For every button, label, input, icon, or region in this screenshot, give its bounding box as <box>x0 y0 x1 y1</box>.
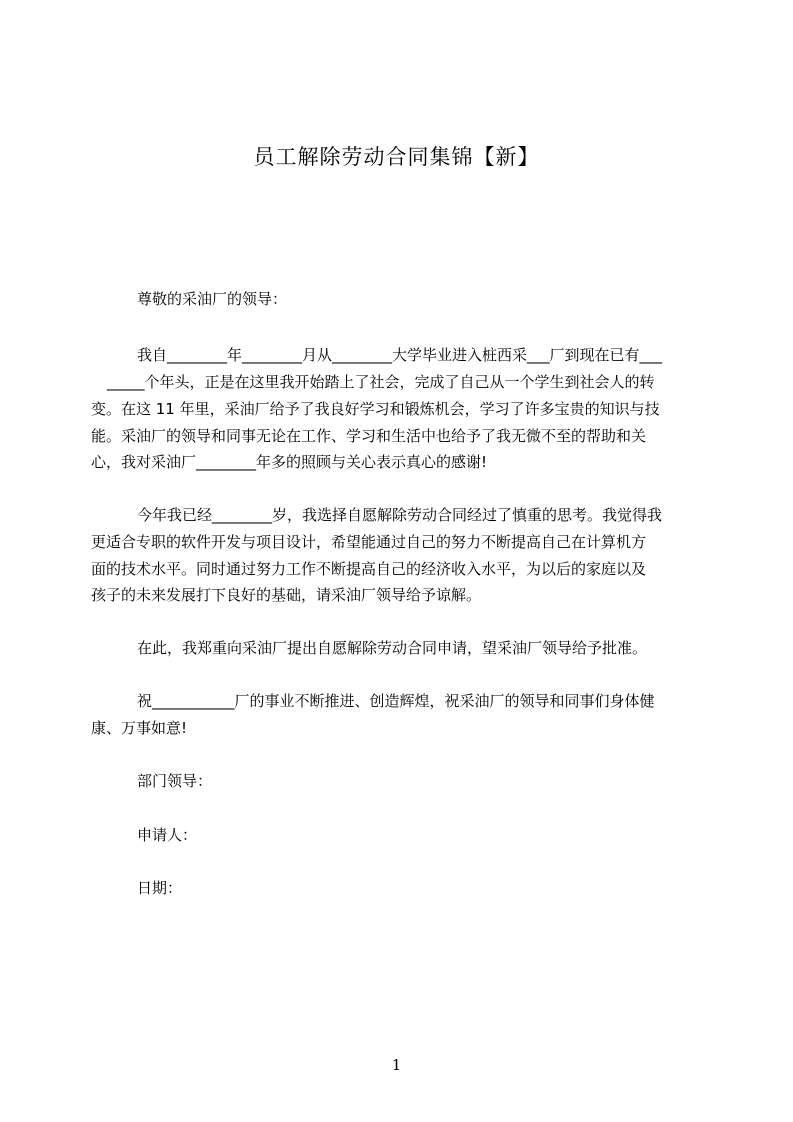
applicant-label: 申请人： <box>137 826 198 844</box>
paragraph-request: 在此，我郑重向采油厂提出自愿解除劳动合同申请，望采油厂领导给予批准。 <box>137 639 648 657</box>
paragraph-line: _____个年头，正是在这里我开始踏上了社会，完成了自己从一个学生到社会人的转 <box>107 373 655 391</box>
paragraph-line: 面的技术水平。同时通过努力工作不断提高自己的经济收入水平，为以后的家庭以及 <box>91 560 647 578</box>
page-number: 1 <box>391 1056 402 1074</box>
paragraph-line: 康、万事如意! <box>91 719 188 737</box>
paragraph-line: 更适合专职的软件开发与项目设计，希望能通过自己的努力不断提高自己在计算机方 <box>91 533 647 551</box>
salutation: 尊敬的采油厂的领导： <box>137 290 288 308</box>
department-leader-label: 部门领导： <box>137 772 213 790</box>
paragraph-line: 变。在这 11 年里，采油厂给予了我良好学习和锻炼机会，学习了许多宝贵的知识与技 <box>91 400 660 418</box>
paragraph-line: 能。采油厂的领导和同事无论在工作、学习和生活中也给予了我无微不至的帮助和关 <box>91 427 647 445</box>
paragraph-line: 我自________年________月从________大学毕业进入桩西采___厂到现在已有___ <box>137 346 663 364</box>
paragraph-line: 心，我对采油厂________年多的照顾与关心表示真心的感谢! <box>91 453 488 471</box>
paragraph-line: 今年我已经________岁，我选择自愿解除劳动合同经过了慎重的思考。我觉得我 <box>137 506 663 524</box>
document-title: 员工解除劳动合同集锦【新】 <box>253 145 540 169</box>
date-label: 日期： <box>137 879 183 897</box>
paragraph-line: 孩子的未来发展打下良好的基础，请采油厂领导给予谅解。 <box>91 586 482 604</box>
paragraph-line: 祝___________厂的事业不断推进、创造辉煌，祝采油厂的领导和同事们身体健 <box>137 692 655 710</box>
